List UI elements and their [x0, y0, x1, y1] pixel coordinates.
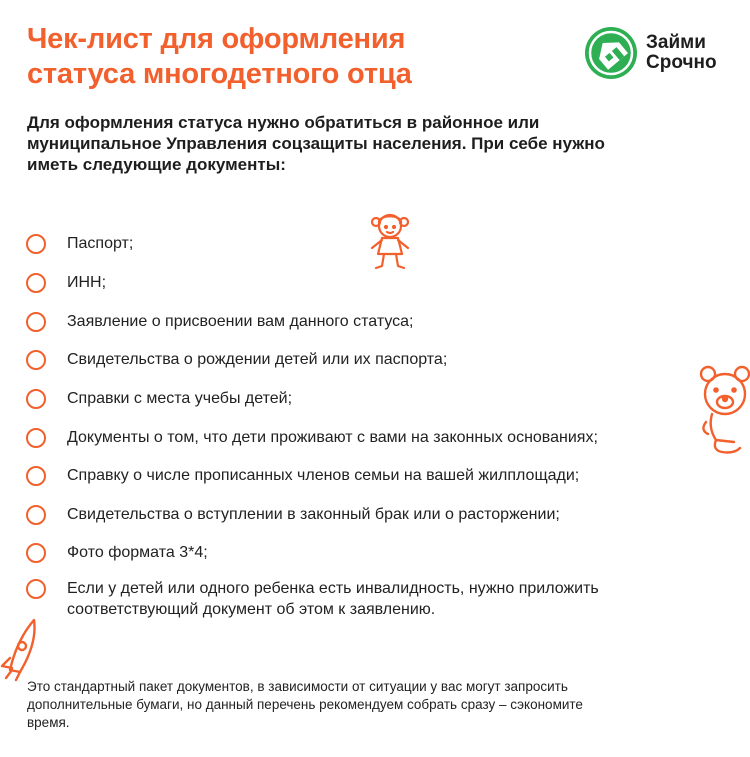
footer-line: Это стандартный пакет документов, в зависимости от ситуации у вас могут запросить: [27, 679, 568, 694]
checkbox-circle[interactable]: [26, 312, 46, 332]
doll-icon: [362, 208, 418, 274]
checklist-item[interactable]: [26, 542, 208, 563]
teddy-bear-icon: [694, 362, 750, 458]
checklist-item-label: Фото формата 3*4;: [67, 544, 208, 561]
footer-line: время.: [27, 715, 70, 730]
checklist-item[interactable]: [26, 233, 133, 254]
brand-name: [646, 33, 717, 73]
footer-note: [27, 678, 727, 732]
intro-line: муниципальное Управления соцзащиты населения. При себе нужно: [27, 134, 605, 153]
checklist-item[interactable]: [26, 349, 447, 370]
checkbox-circle[interactable]: [26, 505, 46, 525]
checkbox-circle[interactable]: [26, 234, 46, 254]
checkbox-circle[interactable]: [26, 389, 46, 409]
checkbox-circle[interactable]: [26, 350, 46, 370]
checklist-item[interactable]: [26, 427, 598, 448]
checklist-item-label: Справку о числе прописанных членов семьи на вашей жилплощади;: [67, 467, 580, 484]
checklist-item[interactable]: [26, 311, 414, 332]
intro-text: [27, 112, 727, 175]
footer-line: дополнительные бумаги, но данный перечень рекомендуем собрать сразу – сэкономите: [27, 697, 583, 712]
checkbox-circle[interactable]: [26, 466, 46, 486]
intro-line: иметь следующие документы:: [27, 155, 286, 174]
checkbox-circle[interactable]: [26, 428, 46, 448]
checkbox-circle[interactable]: [26, 273, 46, 293]
title-line-1: Чек-лист для оформления: [27, 23, 406, 55]
checklist-item-label: Документы о том, что дети проживают с вами на законных основаниях;: [67, 429, 598, 446]
rocket-icon: [0, 612, 40, 682]
brand-name-line-2: Срочно: [646, 52, 717, 73]
title-line-2: статуса многодетного отца: [27, 58, 412, 90]
brand-mark-icon: [584, 26, 638, 80]
checklist-item[interactable]: [26, 578, 599, 620]
checklist-item[interactable]: [26, 388, 292, 409]
brand-name-line-1: Займи: [646, 32, 706, 53]
checklist-item[interactable]: [26, 504, 560, 525]
checklist-item-label: Справки с места учебы детей;: [67, 390, 293, 407]
checklist-item-label: Заявление о присвоении вам данного статуса;: [67, 313, 414, 330]
checklist-item-label: Если у детей или одного ребенка есть инвалидность, нужно приложить: [67, 580, 599, 597]
checklist-item-label: ИНН;: [67, 274, 107, 291]
brand-logo: [584, 26, 717, 80]
checklist-item[interactable]: [26, 272, 106, 293]
page-title: [27, 22, 412, 92]
intro-line: Для оформления статуса нужно обратиться в районное или: [27, 113, 540, 132]
checklist-item-label: Свидетельства о вступлении в законный брак или о расторжении;: [67, 506, 560, 523]
checklist-item[interactable]: [26, 465, 579, 486]
checkbox-circle[interactable]: [26, 579, 46, 599]
checkbox-circle[interactable]: [26, 543, 46, 563]
checklist-item-label: Свидетельства о рождении детей или их паспорта;: [67, 351, 448, 368]
checklist-item-label: Паспорт;: [67, 235, 134, 252]
checklist-item-label: соответствующий документ об этом к заявлению.: [67, 601, 436, 618]
